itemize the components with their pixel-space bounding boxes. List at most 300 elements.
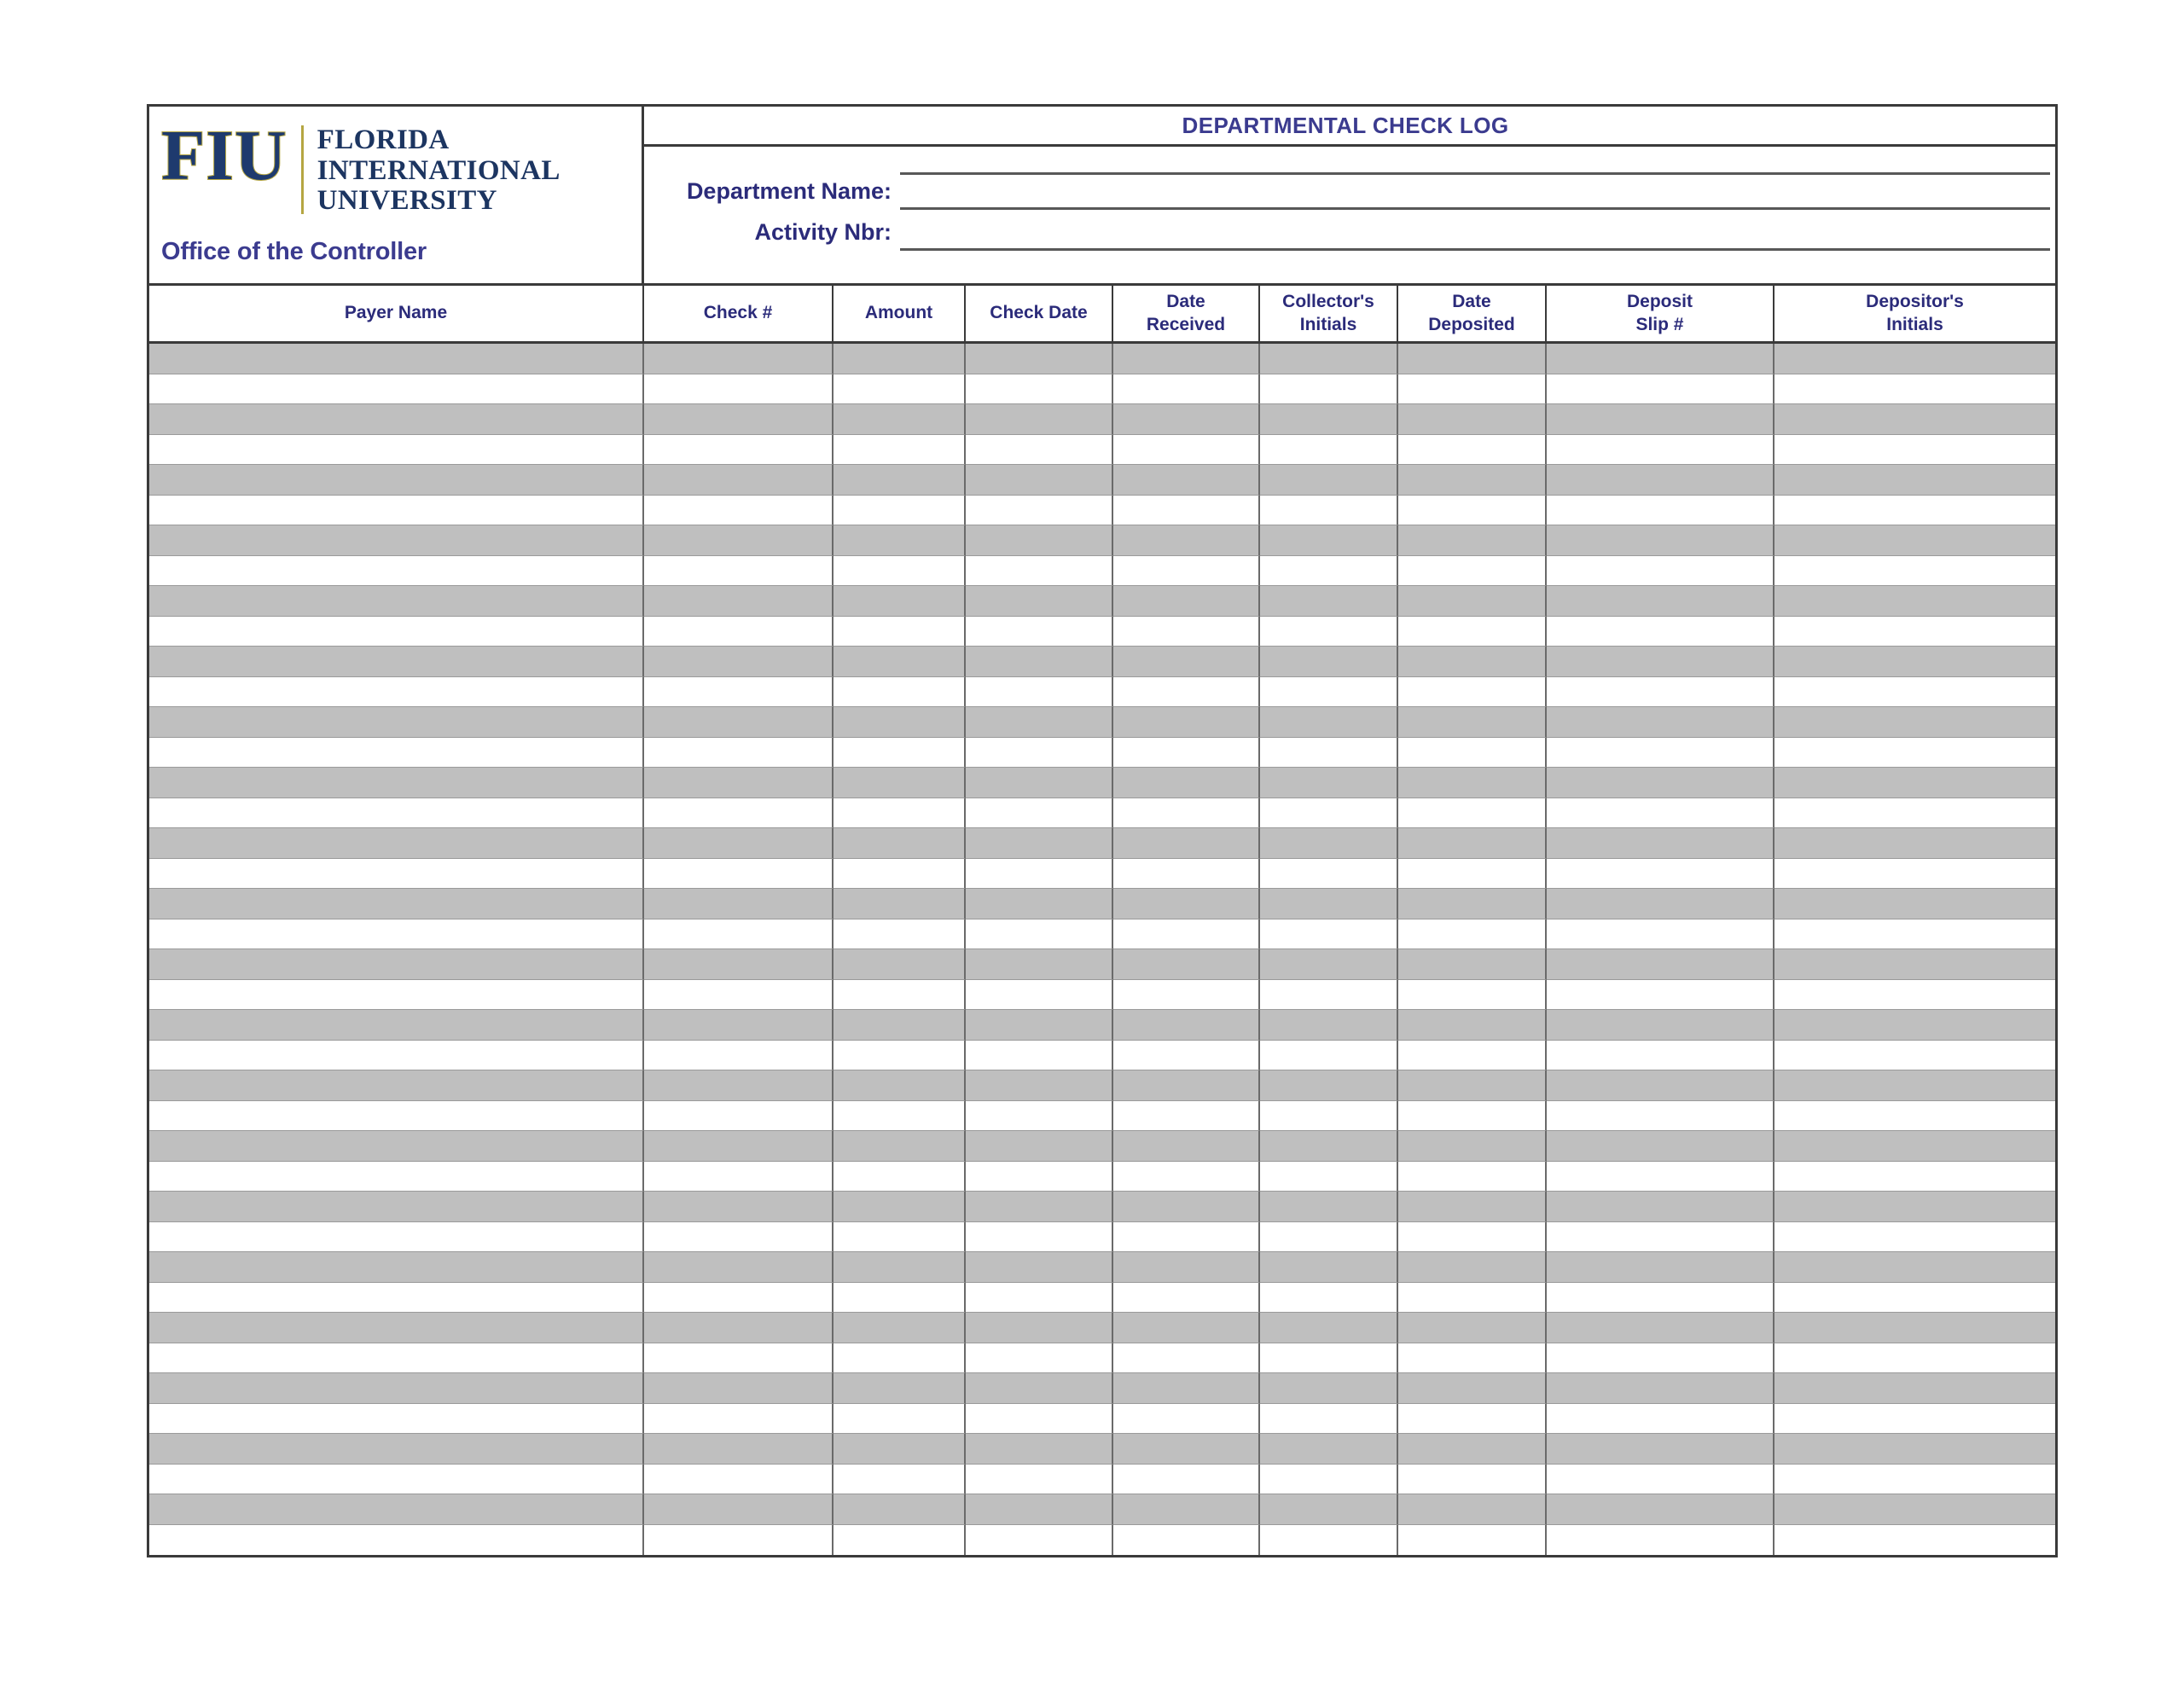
cell-checkdate[interactable] <box>966 889 1113 919</box>
cell-depositor[interactable] <box>1774 677 2055 708</box>
cell-collector[interactable] <box>1260 919 1398 950</box>
cell-deposited[interactable] <box>1398 738 1547 769</box>
cell-payer[interactable] <box>149 556 644 587</box>
cell-depositor[interactable] <box>1774 707 2055 738</box>
cell-checkdate[interactable] <box>966 556 1113 587</box>
cell-collector[interactable] <box>1260 374 1398 405</box>
cell-deposited[interactable] <box>1398 1373 1547 1404</box>
cell-amount[interactable] <box>834 1434 966 1465</box>
cell-check[interactable] <box>644 1525 834 1556</box>
cell-amount[interactable] <box>834 677 966 708</box>
cell-collector[interactable] <box>1260 1494 1398 1525</box>
cell-received[interactable] <box>1113 617 1260 647</box>
cell-slip[interactable] <box>1547 859 1774 890</box>
cell-checkdate[interactable] <box>966 1252 1113 1283</box>
cell-depositor[interactable] <box>1774 1313 2055 1343</box>
cell-amount[interactable] <box>834 1373 966 1404</box>
cell-depositor[interactable] <box>1774 1070 2055 1101</box>
cell-amount[interactable] <box>834 1070 966 1101</box>
cell-deposited[interactable] <box>1398 1404 1547 1435</box>
cell-received[interactable] <box>1113 859 1260 890</box>
cell-checkdate[interactable] <box>966 1465 1113 1495</box>
cell-slip[interactable] <box>1547 919 1774 950</box>
cell-collector[interactable] <box>1260 1283 1398 1314</box>
cell-payer[interactable] <box>149 374 644 405</box>
cell-received[interactable] <box>1113 828 1260 859</box>
cell-amount[interactable] <box>834 344 966 374</box>
cell-slip[interactable] <box>1547 1404 1774 1435</box>
cell-slip[interactable] <box>1547 1222 1774 1253</box>
cell-collector[interactable] <box>1260 1162 1398 1192</box>
cell-checkdate[interactable] <box>966 1283 1113 1314</box>
cell-amount[interactable] <box>834 828 966 859</box>
cell-received[interactable] <box>1113 1494 1260 1525</box>
cell-amount[interactable] <box>834 1010 966 1041</box>
cell-amount[interactable] <box>834 647 966 677</box>
cell-check[interactable] <box>644 1192 834 1222</box>
cell-received[interactable] <box>1113 1041 1260 1071</box>
cell-received[interactable] <box>1113 889 1260 919</box>
cell-depositor[interactable] <box>1774 1494 2055 1525</box>
cell-payer[interactable] <box>149 1373 644 1404</box>
cell-payer[interactable] <box>149 1494 644 1525</box>
cell-slip[interactable] <box>1547 496 1774 526</box>
cell-checkdate[interactable] <box>966 374 1113 405</box>
cell-depositor[interactable] <box>1774 1404 2055 1435</box>
cell-payer[interactable] <box>149 1101 644 1132</box>
cell-check[interactable] <box>644 707 834 738</box>
cell-slip[interactable] <box>1547 889 1774 919</box>
cell-payer[interactable] <box>149 404 644 435</box>
cell-depositor[interactable] <box>1774 1041 2055 1071</box>
cell-checkdate[interactable] <box>966 617 1113 647</box>
cell-amount[interactable] <box>834 374 966 405</box>
cell-collector[interactable] <box>1260 1373 1398 1404</box>
cell-check[interactable] <box>644 1404 834 1435</box>
cell-checkdate[interactable] <box>966 980 1113 1011</box>
cell-slip[interactable] <box>1547 1494 1774 1525</box>
cell-received[interactable] <box>1113 1131 1260 1162</box>
cell-deposited[interactable] <box>1398 707 1547 738</box>
cell-check[interactable] <box>644 647 834 677</box>
cell-check[interactable] <box>644 1222 834 1253</box>
cell-depositor[interactable] <box>1774 404 2055 435</box>
cell-received[interactable] <box>1113 586 1260 617</box>
cell-check[interactable] <box>644 556 834 587</box>
cell-depositor[interactable] <box>1774 1101 2055 1132</box>
cell-amount[interactable] <box>834 1494 966 1525</box>
cell-slip[interactable] <box>1547 435 1774 466</box>
cell-depositor[interactable] <box>1774 1131 2055 1162</box>
cell-depositor[interactable] <box>1774 980 2055 1011</box>
cell-deposited[interactable] <box>1398 1434 1547 1465</box>
cell-collector[interactable] <box>1260 738 1398 769</box>
cell-amount[interactable] <box>834 1313 966 1343</box>
cell-collector[interactable] <box>1260 404 1398 435</box>
cell-deposited[interactable] <box>1398 1465 1547 1495</box>
cell-payer[interactable] <box>149 1222 644 1253</box>
cell-slip[interactable] <box>1547 1192 1774 1222</box>
cell-deposited[interactable] <box>1398 1283 1547 1314</box>
cell-collector[interactable] <box>1260 1252 1398 1283</box>
cell-amount[interactable] <box>834 556 966 587</box>
cell-checkdate[interactable] <box>966 1494 1113 1525</box>
cell-amount[interactable] <box>834 1131 966 1162</box>
cell-check[interactable] <box>644 465 834 496</box>
cell-amount[interactable] <box>834 768 966 798</box>
cell-received[interactable] <box>1113 738 1260 769</box>
cell-checkdate[interactable] <box>966 465 1113 496</box>
cell-payer[interactable] <box>149 768 644 798</box>
cell-amount[interactable] <box>834 798 966 829</box>
cell-deposited[interactable] <box>1398 677 1547 708</box>
cell-amount[interactable] <box>834 980 966 1011</box>
cell-received[interactable] <box>1113 1465 1260 1495</box>
cell-check[interactable] <box>644 1101 834 1132</box>
cell-received[interactable] <box>1113 1101 1260 1132</box>
cell-payer[interactable] <box>149 617 644 647</box>
cell-received[interactable] <box>1113 1313 1260 1343</box>
cell-amount[interactable] <box>834 465 966 496</box>
cell-collector[interactable] <box>1260 344 1398 374</box>
cell-payer[interactable] <box>149 465 644 496</box>
cell-check[interactable] <box>644 1313 834 1343</box>
cell-amount[interactable] <box>834 1162 966 1192</box>
cell-payer[interactable] <box>149 1131 644 1162</box>
cell-slip[interactable] <box>1547 1070 1774 1101</box>
cell-received[interactable] <box>1113 374 1260 405</box>
cell-payer[interactable] <box>149 1070 644 1101</box>
cell-depositor[interactable] <box>1774 647 2055 677</box>
cell-collector[interactable] <box>1260 465 1398 496</box>
cell-amount[interactable] <box>834 586 966 617</box>
cell-deposited[interactable] <box>1398 435 1547 466</box>
cell-slip[interactable] <box>1547 1283 1774 1314</box>
cell-deposited[interactable] <box>1398 1313 1547 1343</box>
cell-payer[interactable] <box>149 1041 644 1071</box>
cell-deposited[interactable] <box>1398 647 1547 677</box>
cell-received[interactable] <box>1113 525 1260 556</box>
cell-amount[interactable] <box>834 1101 966 1132</box>
cell-check[interactable] <box>644 889 834 919</box>
cell-payer[interactable] <box>149 707 644 738</box>
cell-checkdate[interactable] <box>966 1010 1113 1041</box>
cell-amount[interactable] <box>834 919 966 950</box>
cell-check[interactable] <box>644 617 834 647</box>
cell-collector[interactable] <box>1260 435 1398 466</box>
cell-checkdate[interactable] <box>966 1434 1113 1465</box>
cell-slip[interactable] <box>1547 828 1774 859</box>
cell-received[interactable] <box>1113 1283 1260 1314</box>
cell-depositor[interactable] <box>1774 344 2055 374</box>
cell-check[interactable] <box>644 1131 834 1162</box>
cell-checkdate[interactable] <box>966 404 1113 435</box>
cell-deposited[interactable] <box>1398 1343 1547 1374</box>
cell-checkdate[interactable] <box>966 1192 1113 1222</box>
cell-depositor[interactable] <box>1774 1010 2055 1041</box>
cell-collector[interactable] <box>1260 677 1398 708</box>
cell-payer[interactable] <box>149 1404 644 1435</box>
cell-deposited[interactable] <box>1398 1252 1547 1283</box>
cell-deposited[interactable] <box>1398 344 1547 374</box>
cell-deposited[interactable] <box>1398 525 1547 556</box>
cell-checkdate[interactable] <box>966 1404 1113 1435</box>
cell-collector[interactable] <box>1260 556 1398 587</box>
cell-amount[interactable] <box>834 1222 966 1253</box>
cell-amount[interactable] <box>834 1465 966 1495</box>
cell-collector[interactable] <box>1260 889 1398 919</box>
cell-check[interactable] <box>644 798 834 829</box>
cell-received[interactable] <box>1113 949 1260 980</box>
cell-deposited[interactable] <box>1398 1494 1547 1525</box>
cell-slip[interactable] <box>1547 738 1774 769</box>
cell-received[interactable] <box>1113 677 1260 708</box>
cell-amount[interactable] <box>834 1404 966 1435</box>
cell-check[interactable] <box>644 496 834 526</box>
cell-amount[interactable] <box>834 435 966 466</box>
cell-received[interactable] <box>1113 647 1260 677</box>
cell-received[interactable] <box>1113 919 1260 950</box>
cell-checkdate[interactable] <box>966 496 1113 526</box>
cell-slip[interactable] <box>1547 1162 1774 1192</box>
cell-deposited[interactable] <box>1398 859 1547 890</box>
cell-check[interactable] <box>644 949 834 980</box>
cell-collector[interactable] <box>1260 647 1398 677</box>
cell-collector[interactable] <box>1260 1070 1398 1101</box>
cell-deposited[interactable] <box>1398 919 1547 950</box>
cell-payer[interactable] <box>149 586 644 617</box>
cell-slip[interactable] <box>1547 1101 1774 1132</box>
cell-payer[interactable] <box>149 980 644 1011</box>
cell-received[interactable] <box>1113 1222 1260 1253</box>
cell-collector[interactable] <box>1260 617 1398 647</box>
cell-depositor[interactable] <box>1774 525 2055 556</box>
cell-payer[interactable] <box>149 1313 644 1343</box>
cell-payer[interactable] <box>149 525 644 556</box>
cell-received[interactable] <box>1113 1192 1260 1222</box>
cell-received[interactable] <box>1113 1252 1260 1283</box>
cell-payer[interactable] <box>149 1010 644 1041</box>
cell-collector[interactable] <box>1260 525 1398 556</box>
cell-amount[interactable] <box>834 889 966 919</box>
cell-payer[interactable] <box>149 1162 644 1192</box>
cell-payer[interactable] <box>149 828 644 859</box>
cell-check[interactable] <box>644 738 834 769</box>
cell-deposited[interactable] <box>1398 1041 1547 1071</box>
cell-received[interactable] <box>1113 556 1260 587</box>
cell-payer[interactable] <box>149 1192 644 1222</box>
cell-slip[interactable] <box>1547 465 1774 496</box>
cell-payer[interactable] <box>149 738 644 769</box>
cell-deposited[interactable] <box>1398 1131 1547 1162</box>
cell-check[interactable] <box>644 828 834 859</box>
cell-depositor[interactable] <box>1774 859 2055 890</box>
cell-received[interactable] <box>1113 1010 1260 1041</box>
cell-received[interactable] <box>1113 1404 1260 1435</box>
cell-collector[interactable] <box>1260 798 1398 829</box>
cell-checkdate[interactable] <box>966 677 1113 708</box>
cell-payer[interactable] <box>149 435 644 466</box>
cell-check[interactable] <box>644 525 834 556</box>
cell-payer[interactable] <box>149 1252 644 1283</box>
cell-received[interactable] <box>1113 465 1260 496</box>
cell-slip[interactable] <box>1547 1465 1774 1495</box>
cell-received[interactable] <box>1113 1070 1260 1101</box>
cell-depositor[interactable] <box>1774 768 2055 798</box>
cell-payer[interactable] <box>149 919 644 950</box>
cell-collector[interactable] <box>1260 1010 1398 1041</box>
cell-payer[interactable] <box>149 949 644 980</box>
cell-slip[interactable] <box>1547 1343 1774 1374</box>
cell-check[interactable] <box>644 919 834 950</box>
cell-slip[interactable] <box>1547 344 1774 374</box>
cell-payer[interactable] <box>149 889 644 919</box>
cell-payer[interactable] <box>149 1525 644 1556</box>
cell-depositor[interactable] <box>1774 556 2055 587</box>
cell-deposited[interactable] <box>1398 496 1547 526</box>
cell-slip[interactable] <box>1547 707 1774 738</box>
cell-slip[interactable] <box>1547 617 1774 647</box>
cell-collector[interactable] <box>1260 980 1398 1011</box>
cell-collector[interactable] <box>1260 1041 1398 1071</box>
cell-slip[interactable] <box>1547 980 1774 1011</box>
cell-checkdate[interactable] <box>966 798 1113 829</box>
cell-checkdate[interactable] <box>966 768 1113 798</box>
cell-depositor[interactable] <box>1774 1252 2055 1283</box>
cell-check[interactable] <box>644 374 834 405</box>
cell-checkdate[interactable] <box>966 435 1113 466</box>
cell-amount[interactable] <box>834 1283 966 1314</box>
cell-slip[interactable] <box>1547 647 1774 677</box>
cell-depositor[interactable] <box>1774 798 2055 829</box>
cell-depositor[interactable] <box>1774 1222 2055 1253</box>
cell-slip[interactable] <box>1547 525 1774 556</box>
cell-slip[interactable] <box>1547 1313 1774 1343</box>
cell-amount[interactable] <box>834 949 966 980</box>
cell-depositor[interactable] <box>1774 1343 2055 1374</box>
cell-amount[interactable] <box>834 617 966 647</box>
cell-collector[interactable] <box>1260 1404 1398 1435</box>
cell-amount[interactable] <box>834 1252 966 1283</box>
cell-depositor[interactable] <box>1774 1434 2055 1465</box>
cell-slip[interactable] <box>1547 404 1774 435</box>
cell-amount[interactable] <box>834 1525 966 1556</box>
cell-deposited[interactable] <box>1398 404 1547 435</box>
cell-checkdate[interactable] <box>966 738 1113 769</box>
cell-slip[interactable] <box>1547 1041 1774 1071</box>
cell-slip[interactable] <box>1547 768 1774 798</box>
cell-deposited[interactable] <box>1398 1101 1547 1132</box>
cell-checkdate[interactable] <box>966 949 1113 980</box>
cell-depositor[interactable] <box>1774 1162 2055 1192</box>
cell-check[interactable] <box>644 1373 834 1404</box>
cell-checkdate[interactable] <box>966 1131 1113 1162</box>
cell-checkdate[interactable] <box>966 647 1113 677</box>
cell-slip[interactable] <box>1547 1252 1774 1283</box>
cell-depositor[interactable] <box>1774 374 2055 405</box>
cell-depositor[interactable] <box>1774 465 2055 496</box>
department-name-input[interactable] <box>900 172 2050 210</box>
cell-slip[interactable] <box>1547 949 1774 980</box>
cell-check[interactable] <box>644 404 834 435</box>
cell-depositor[interactable] <box>1774 889 2055 919</box>
cell-depositor[interactable] <box>1774 1465 2055 1495</box>
cell-collector[interactable] <box>1260 1313 1398 1343</box>
cell-slip[interactable] <box>1547 556 1774 587</box>
cell-amount[interactable] <box>834 707 966 738</box>
cell-checkdate[interactable] <box>966 1313 1113 1343</box>
cell-collector[interactable] <box>1260 1222 1398 1253</box>
cell-payer[interactable] <box>149 1434 644 1465</box>
cell-deposited[interactable] <box>1398 556 1547 587</box>
cell-received[interactable] <box>1113 798 1260 829</box>
cell-deposited[interactable] <box>1398 1162 1547 1192</box>
cell-collector[interactable] <box>1260 1465 1398 1495</box>
cell-payer[interactable] <box>149 859 644 890</box>
cell-slip[interactable] <box>1547 1373 1774 1404</box>
cell-deposited[interactable] <box>1398 1525 1547 1556</box>
cell-check[interactable] <box>644 1070 834 1101</box>
cell-check[interactable] <box>644 1434 834 1465</box>
cell-received[interactable] <box>1113 1434 1260 1465</box>
cell-check[interactable] <box>644 677 834 708</box>
cell-check[interactable] <box>644 1283 834 1314</box>
cell-payer[interactable] <box>149 1465 644 1495</box>
cell-amount[interactable] <box>834 525 966 556</box>
cell-collector[interactable] <box>1260 586 1398 617</box>
cell-depositor[interactable] <box>1774 919 2055 950</box>
cell-amount[interactable] <box>834 1343 966 1374</box>
cell-deposited[interactable] <box>1398 1192 1547 1222</box>
cell-received[interactable] <box>1113 980 1260 1011</box>
cell-amount[interactable] <box>834 1041 966 1071</box>
cell-collector[interactable] <box>1260 828 1398 859</box>
cell-received[interactable] <box>1113 496 1260 526</box>
cell-payer[interactable] <box>149 344 644 374</box>
cell-check[interactable] <box>644 1162 834 1192</box>
cell-collector[interactable] <box>1260 1131 1398 1162</box>
cell-received[interactable] <box>1113 707 1260 738</box>
cell-checkdate[interactable] <box>966 1343 1113 1374</box>
cell-collector[interactable] <box>1260 1101 1398 1132</box>
cell-payer[interactable] <box>149 647 644 677</box>
cell-deposited[interactable] <box>1398 828 1547 859</box>
cell-checkdate[interactable] <box>966 1070 1113 1101</box>
cell-checkdate[interactable] <box>966 586 1113 617</box>
cell-received[interactable] <box>1113 404 1260 435</box>
cell-check[interactable] <box>644 1252 834 1283</box>
cell-depositor[interactable] <box>1774 586 2055 617</box>
cell-payer[interactable] <box>149 798 644 829</box>
cell-checkdate[interactable] <box>966 828 1113 859</box>
cell-received[interactable] <box>1113 1525 1260 1556</box>
cell-slip[interactable] <box>1547 1525 1774 1556</box>
cell-received[interactable] <box>1113 768 1260 798</box>
cell-collector[interactable] <box>1260 949 1398 980</box>
cell-amount[interactable] <box>834 496 966 526</box>
cell-amount[interactable] <box>834 738 966 769</box>
cell-deposited[interactable] <box>1398 374 1547 405</box>
cell-depositor[interactable] <box>1774 1192 2055 1222</box>
cell-payer[interactable] <box>149 1343 644 1374</box>
cell-deposited[interactable] <box>1398 798 1547 829</box>
cell-check[interactable] <box>644 1010 834 1041</box>
cell-slip[interactable] <box>1547 677 1774 708</box>
cell-depositor[interactable] <box>1774 738 2055 769</box>
cell-slip[interactable] <box>1547 1434 1774 1465</box>
cell-checkdate[interactable] <box>966 1041 1113 1071</box>
cell-depositor[interactable] <box>1774 1283 2055 1314</box>
